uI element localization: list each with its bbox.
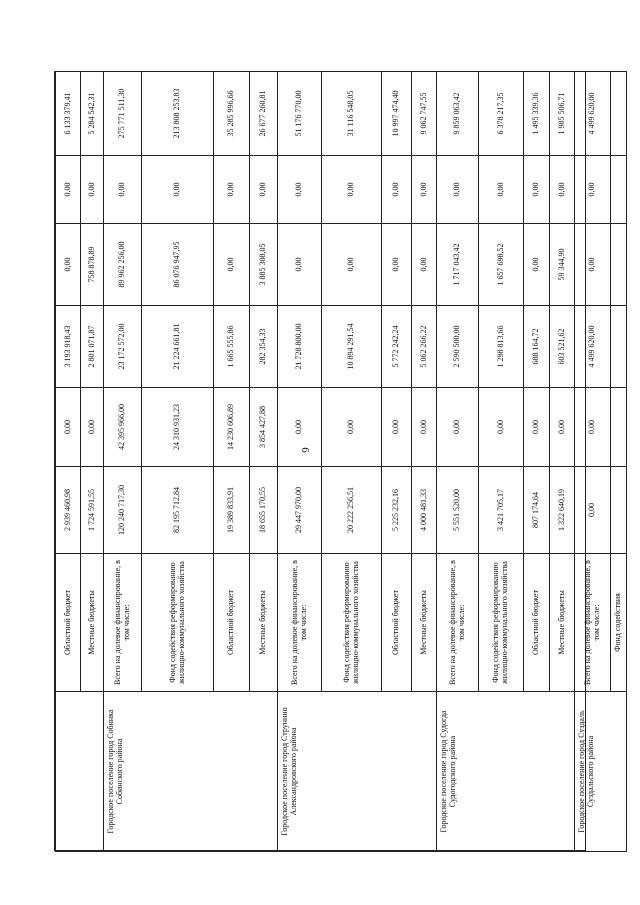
amount-cell: 120 240 717,30 [104, 467, 142, 554]
amount-cell: 1 665 555,86 [214, 306, 250, 388]
amount-cell: 1 717 043,42 [437, 224, 479, 306]
amount-cell: 6 378 217,35 [479, 72, 524, 156]
amount-cell: 688 164,72 [524, 306, 550, 388]
amount-cell [611, 306, 627, 388]
table-body [56, 72, 627, 852]
financing-table [55, 71, 627, 852]
funding-source-cell: Всего на долевое финансирование, в том числе: [575, 554, 611, 692]
amount-cell: 807 174,64 [524, 467, 550, 554]
amount-cell: 0,00 [214, 224, 250, 306]
funding-source-cell: Всего на долевое финансирование, в том числе: [278, 554, 322, 692]
amount-cell: 0,00 [437, 388, 479, 467]
funding-source-cell: Местные бюджеты [550, 554, 575, 692]
municipality-cell: Городское поселение город Суздаль Суздальского района [575, 692, 627, 852]
funding-source-cell: Фонд содействия реформированию жилищно-коммунального хозяйства [142, 554, 214, 692]
funding-source-cell: Местные бюджеты [412, 554, 437, 692]
amount-cell: 1 322 640,19 [550, 467, 575, 554]
amount-cell: 0,00 [575, 156, 611, 224]
amount-cell [611, 467, 627, 554]
amount-cell: 0,00 [322, 156, 382, 224]
amount-cell: 1 495 339,36 [524, 72, 550, 156]
amount-cell: 3 193 918,43 [56, 306, 81, 388]
funding-source-cell: Всего на долевое финансирование, в том числе: [437, 554, 479, 692]
amount-cell: 2 801 071,87 [81, 306, 104, 388]
amount-cell: 0,00 [575, 467, 611, 554]
amount-cell: 9 062 747,55 [412, 72, 437, 156]
amount-cell: 5 772 242,24 [382, 306, 412, 388]
amount-cell: 51 176 770,00 [278, 72, 322, 156]
amount-cell [611, 156, 627, 224]
amount-cell: 0,00 [575, 224, 611, 306]
amount-cell: 6 133 379,41 [56, 72, 81, 156]
funding-source-cell: Местные бюджеты [250, 554, 278, 692]
amount-cell: 5 284 542,31 [81, 72, 104, 156]
amount-cell: 0,00 [56, 156, 81, 224]
amount-cell: 21 728 800,00 [278, 306, 322, 388]
amount-cell: 0,00 [524, 224, 550, 306]
amount-cell: 31 116 548,05 [322, 72, 382, 156]
amount-cell: 29 447 970,00 [278, 467, 322, 554]
amount-cell: 42 395 966,00 [104, 388, 142, 467]
amount-cell: 0,00 [214, 156, 250, 224]
amount-cell: 0,00 [437, 156, 479, 224]
table-row [575, 72, 611, 852]
amount-cell: 0,00 [322, 388, 382, 467]
amount-cell: 0,00 [250, 156, 278, 224]
amount-cell: 0,00 [550, 156, 575, 224]
table-row [437, 72, 479, 852]
table-row [56, 72, 81, 852]
amount-cell: 0,00 [479, 388, 524, 467]
amount-cell: 0,00 [142, 156, 214, 224]
municipality-cell [56, 692, 104, 852]
funding-source-cell: Областной бюджет [56, 554, 81, 692]
funding-source-cell: Фонд содействия [611, 554, 627, 692]
amount-cell [611, 224, 627, 306]
amount-cell: 9 859 063,42 [437, 72, 479, 156]
amount-cell: 59 344,90 [550, 224, 575, 306]
table-row [278, 72, 322, 852]
amount-cell: 758 878,89 [81, 224, 104, 306]
amount-cell: 0,00 [278, 156, 322, 224]
amount-cell: 282 354,33 [250, 306, 278, 388]
amount-cell: 10 997 474,40 [382, 72, 412, 156]
amount-cell: 0,00 [81, 388, 104, 467]
amount-cell: 24 310 931,23 [142, 388, 214, 467]
funding-source-cell: Областной бюджет [214, 554, 250, 692]
amount-cell: 0,00 [412, 156, 437, 224]
amount-cell: 2 590 500,00 [437, 306, 479, 388]
amount-cell: 2 939 460,98 [56, 467, 81, 554]
amount-cell: 4 499 620,00 [575, 306, 611, 388]
rotated-table-container [55, 72, 623, 852]
amount-cell: 0,00 [56, 224, 81, 306]
funding-source-cell: Фонд содействия реформированию жилищно-коммунального хозяйства [479, 554, 524, 692]
amount-cell: 275 771 511,30 [104, 72, 142, 156]
amount-cell: 0,00 [382, 224, 412, 306]
table-row [104, 72, 142, 852]
amount-cell: 23 172 572,00 [104, 306, 142, 388]
amount-cell: 5 225 232,16 [382, 467, 412, 554]
amount-cell: 0,00 [278, 388, 322, 467]
amount-cell: 1 298 813,66 [479, 306, 524, 388]
amount-cell: 21 224 661,81 [142, 306, 214, 388]
amount-cell: 82 195 712,84 [142, 467, 214, 554]
amount-cell: 86 076 947,95 [142, 224, 214, 306]
amount-cell: 0,00 [382, 156, 412, 224]
amount-cell: 4 499 620,00 [575, 72, 611, 156]
amount-cell: 0,00 [322, 224, 382, 306]
funding-source-cell: Фонд содействия реформированию жилищно-коммунального хозяйства [322, 554, 382, 692]
amount-cell: 20 222 256,51 [322, 467, 382, 554]
amount-cell: 0,00 [278, 224, 322, 306]
amount-cell: 1 657 698,52 [479, 224, 524, 306]
amount-cell: 4 000 481,33 [412, 467, 437, 554]
amount-cell: 3 421 705,17 [479, 467, 524, 554]
amount-cell: 0,00 [104, 156, 142, 224]
amount-cell: 0,00 [550, 388, 575, 467]
amount-cell: 3 854 427,88 [250, 388, 278, 467]
amount-cell: 35 285 996,66 [214, 72, 250, 156]
amount-cell: 26 677 260,81 [250, 72, 278, 156]
municipality-cell: Городское поселение город Струнино Александровского района [278, 692, 437, 852]
amount-cell: 0,00 [412, 224, 437, 306]
municipality-cell: Городское поселение город Собинка Собинского района [104, 692, 278, 852]
amount-cell: 0,00 [81, 156, 104, 224]
page-number: 6 [298, 447, 311, 453]
amount-cell: 1 985 506,71 [550, 72, 575, 156]
amount-cell: 19 389 833,91 [214, 467, 250, 554]
amount-cell: 5 551 520,00 [437, 467, 479, 554]
municipality-cell: Городское поселение город Судогда Судогодского района [437, 692, 575, 852]
amount-cell [611, 72, 627, 156]
funding-source-cell: Областной бюджет [524, 554, 550, 692]
amount-cell: 10 894 291,54 [322, 306, 382, 388]
amount-cell: 89 962 256,00 [104, 224, 142, 306]
financing-table-frame [54, 71, 623, 851]
amount-cell: 5 062 266,22 [412, 306, 437, 388]
amount-cell: 603 521,62 [550, 306, 575, 388]
amount-cell: 1 724 591,55 [81, 467, 104, 554]
amount-cell [611, 388, 627, 467]
amount-cell: 0,00 [412, 388, 437, 467]
amount-cell: 0,00 [524, 388, 550, 467]
amount-cell: 14 230 606,89 [214, 388, 250, 467]
amount-cell: 0,00 [524, 156, 550, 224]
amount-cell: 0,00 [575, 388, 611, 467]
funding-source-cell: Местные бюджеты [81, 554, 104, 692]
funding-source-cell: Областной бюджет [382, 554, 412, 692]
amount-cell: 0,00 [479, 156, 524, 224]
amount-cell: 18 655 170,55 [250, 467, 278, 554]
amount-cell: 213 808 253,83 [142, 72, 214, 156]
amount-cell: 0,00 [56, 388, 81, 467]
amount-cell: 3 885 308,05 [250, 224, 278, 306]
amount-cell: 0,00 [382, 388, 412, 467]
funding-source-cell: Всего на долевое финансирование, в том числе: [104, 554, 142, 692]
